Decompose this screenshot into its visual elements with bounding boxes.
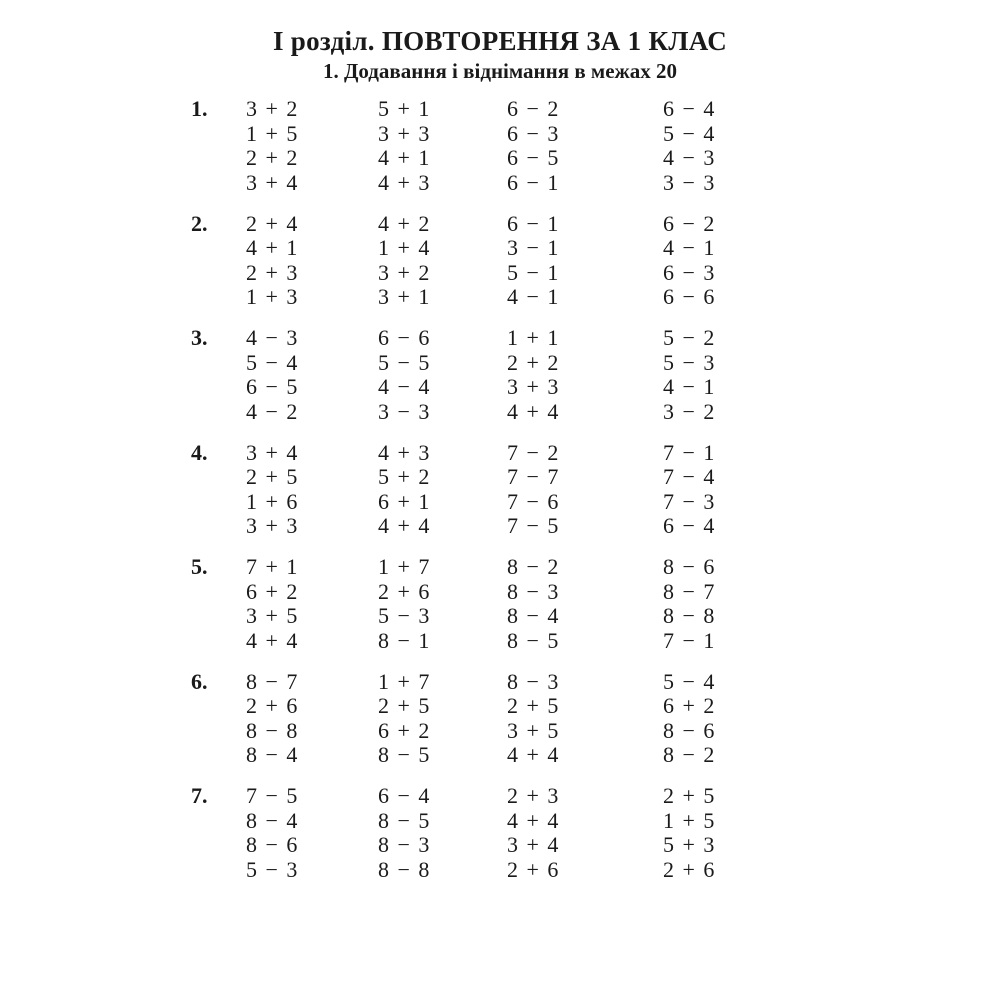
math-expression: 6 + 2 bbox=[246, 578, 298, 604]
math-expression: 1 + 7 bbox=[378, 668, 430, 694]
expression-column bbox=[507, 784, 558, 882]
expression-column bbox=[507, 555, 558, 653]
math-expression: 6 − 1 bbox=[507, 210, 559, 236]
expression-column bbox=[246, 555, 297, 653]
math-expression: 8 − 8 bbox=[378, 856, 430, 882]
math-expression: 6 − 3 bbox=[663, 259, 715, 285]
expression-column bbox=[507, 670, 558, 768]
math-expression: 8 − 4 bbox=[246, 742, 298, 767]
math-expression: 3 + 4 bbox=[507, 832, 559, 857]
math-expression: 8 − 7 bbox=[246, 668, 298, 694]
math-expression: 4 + 4 bbox=[246, 627, 298, 653]
math-expression: 3 + 2 bbox=[378, 259, 430, 285]
math-expression: 2 + 2 bbox=[246, 145, 298, 170]
math-expression: 6 + 2 bbox=[663, 693, 715, 718]
exercise-number: 4. bbox=[191, 439, 208, 465]
math-expression: 3 + 4 bbox=[246, 439, 298, 465]
expression-column bbox=[507, 326, 558, 424]
math-expression: 5 − 4 bbox=[246, 349, 298, 375]
math-expression: 8 − 6 bbox=[246, 832, 298, 857]
section-title: I розділ. ПОВТОРЕННЯ ЗА 1 КЛАС bbox=[272, 26, 728, 56]
expression-column bbox=[246, 784, 297, 882]
math-expression: 2 + 5 bbox=[507, 693, 559, 718]
math-expression: 4 + 4 bbox=[507, 807, 559, 833]
exercise-number: 2. bbox=[191, 210, 208, 236]
expression-column bbox=[378, 212, 429, 310]
math-expression: 8 − 2 bbox=[663, 742, 715, 767]
math-expression: 6 − 6 bbox=[663, 284, 715, 309]
math-expression: 5 − 4 bbox=[663, 120, 715, 146]
math-expression: 3 − 1 bbox=[507, 235, 559, 260]
math-expression: 6 − 4 bbox=[663, 96, 715, 121]
exercise-block bbox=[0, 670, 1000, 770]
math-expression: 5 − 2 bbox=[663, 325, 715, 350]
exercise-block bbox=[0, 212, 1000, 312]
math-expression: 8 − 4 bbox=[507, 603, 559, 628]
math-expression: 2 + 3 bbox=[246, 259, 298, 285]
exercise-block bbox=[0, 97, 1000, 197]
expression-column bbox=[246, 97, 297, 195]
math-expression: 4 + 1 bbox=[378, 145, 430, 170]
math-expression: 3 − 3 bbox=[378, 398, 430, 424]
expression-column bbox=[246, 326, 297, 424]
math-expression: 7 − 1 bbox=[663, 627, 715, 653]
exercise-block bbox=[0, 555, 1000, 655]
math-expression: 1 + 5 bbox=[663, 807, 715, 833]
math-expression: 3 + 4 bbox=[246, 169, 298, 195]
math-expression: 6 − 2 bbox=[663, 210, 715, 236]
math-expression: 5 − 3 bbox=[378, 603, 430, 628]
math-expression: 4 + 3 bbox=[378, 169, 430, 195]
expression-column bbox=[663, 784, 714, 882]
expression-column bbox=[378, 441, 429, 539]
expression-column bbox=[663, 555, 714, 653]
math-expression: 4 − 3 bbox=[246, 325, 298, 350]
math-expression: 4 + 4 bbox=[507, 742, 559, 767]
math-expression: 6 − 1 bbox=[507, 169, 559, 195]
math-expression: 7 − 6 bbox=[507, 488, 559, 514]
math-expression: 2 + 4 bbox=[246, 210, 298, 236]
expression-column bbox=[507, 97, 558, 195]
math-expression: 4 − 2 bbox=[246, 398, 298, 424]
exercise-block bbox=[0, 326, 1000, 426]
math-expression: 8 − 8 bbox=[246, 717, 298, 743]
math-expression: 3 − 2 bbox=[663, 398, 715, 424]
math-expression: 1 + 6 bbox=[246, 488, 298, 514]
math-expression: 5 + 1 bbox=[378, 96, 430, 121]
math-expression: 7 − 5 bbox=[246, 783, 298, 808]
math-expression: 1 + 5 bbox=[246, 120, 298, 146]
topic-subtitle: 1. Додавання і віднімання в межах 20 bbox=[322, 59, 678, 83]
math-expression: 7 − 1 bbox=[663, 439, 715, 465]
math-expression: 5 + 3 bbox=[663, 832, 715, 857]
math-expression: 2 + 2 bbox=[507, 349, 559, 375]
expression-column bbox=[663, 97, 714, 195]
math-expression: 3 + 3 bbox=[246, 513, 298, 538]
expression-column bbox=[507, 441, 558, 539]
expression-column bbox=[378, 784, 429, 882]
math-expression: 6 − 5 bbox=[507, 145, 559, 170]
exercise-number: 6. bbox=[191, 668, 208, 694]
math-expression: 2 + 6 bbox=[663, 856, 715, 882]
math-expression: 7 − 3 bbox=[663, 488, 715, 514]
math-expression: 6 − 6 bbox=[378, 325, 430, 350]
math-expression: 8 − 5 bbox=[507, 627, 559, 653]
math-expression: 7 + 1 bbox=[246, 554, 298, 579]
math-expression: 6 − 2 bbox=[507, 96, 559, 121]
math-expression: 6 − 3 bbox=[507, 120, 559, 146]
math-expression: 4 − 1 bbox=[663, 235, 715, 260]
math-expression: 8 − 3 bbox=[378, 832, 430, 857]
math-expression: 5 − 3 bbox=[246, 856, 298, 882]
math-expression: 1 + 7 bbox=[378, 554, 430, 579]
math-expression: 7 − 7 bbox=[507, 464, 559, 489]
math-expression: 6 + 1 bbox=[378, 488, 430, 514]
math-expression: 3 + 3 bbox=[378, 120, 430, 146]
math-expression: 2 + 3 bbox=[507, 783, 559, 808]
expression-column bbox=[378, 326, 429, 424]
exercise-block bbox=[0, 441, 1000, 541]
math-expression: 8 − 4 bbox=[246, 807, 298, 833]
math-expression: 6 + 2 bbox=[378, 717, 430, 743]
math-expression: 3 + 5 bbox=[507, 717, 559, 743]
math-expression: 2 + 6 bbox=[246, 693, 298, 718]
math-expression: 2 + 5 bbox=[663, 783, 715, 808]
exercise-number: 7. bbox=[191, 783, 208, 808]
math-expression: 8 − 8 bbox=[663, 603, 715, 628]
math-expression: 2 + 5 bbox=[378, 693, 430, 718]
math-expression: 3 + 3 bbox=[507, 374, 559, 399]
math-expression: 6 − 4 bbox=[663, 513, 715, 538]
expression-column bbox=[246, 441, 297, 539]
math-expression: 4 − 1 bbox=[663, 374, 715, 399]
math-expression: 1 + 1 bbox=[507, 325, 559, 350]
expression-column bbox=[246, 670, 297, 768]
expression-column bbox=[246, 212, 297, 310]
math-expression: 8 − 1 bbox=[378, 627, 430, 653]
math-expression: 3 + 1 bbox=[378, 284, 430, 309]
math-expression: 2 + 6 bbox=[507, 856, 559, 882]
math-expression: 8 − 3 bbox=[507, 668, 559, 694]
math-expression: 3 + 2 bbox=[246, 96, 298, 121]
expression-column bbox=[663, 441, 714, 539]
expression-column bbox=[378, 97, 429, 195]
math-expression: 5 − 3 bbox=[663, 349, 715, 375]
math-expression: 5 − 4 bbox=[663, 668, 715, 694]
expression-column bbox=[507, 212, 558, 310]
expression-column bbox=[663, 212, 714, 310]
math-expression: 5 − 1 bbox=[507, 259, 559, 285]
math-expression: 8 − 2 bbox=[507, 554, 559, 579]
exercise-block bbox=[0, 784, 1000, 884]
expression-column bbox=[378, 670, 429, 768]
math-expression: 5 + 2 bbox=[378, 464, 430, 489]
math-expression: 2 + 5 bbox=[246, 464, 298, 489]
math-expression: 3 + 5 bbox=[246, 603, 298, 628]
math-expression: 8 − 6 bbox=[663, 717, 715, 743]
math-expression: 8 − 5 bbox=[378, 807, 430, 833]
math-expression: 4 − 3 bbox=[663, 145, 715, 170]
exercise-number: 5. bbox=[191, 554, 208, 579]
math-expression: 7 − 2 bbox=[507, 439, 559, 465]
math-expression: 2 + 6 bbox=[378, 578, 430, 604]
math-expression: 4 − 4 bbox=[378, 374, 430, 399]
math-expression: 4 + 3 bbox=[378, 439, 430, 465]
expression-column bbox=[378, 555, 429, 653]
math-expression: 4 + 4 bbox=[378, 513, 430, 538]
math-expression: 6 − 5 bbox=[246, 374, 298, 399]
math-expression: 4 + 1 bbox=[246, 235, 298, 260]
math-expression: 8 − 6 bbox=[663, 554, 715, 579]
expression-column bbox=[663, 326, 714, 424]
math-expression: 5 − 5 bbox=[378, 349, 430, 375]
math-expression: 1 + 4 bbox=[378, 235, 430, 260]
math-expression: 8 − 5 bbox=[378, 742, 430, 767]
math-expression: 7 − 4 bbox=[663, 464, 715, 489]
math-expression: 4 + 2 bbox=[378, 210, 430, 236]
math-expression: 7 − 5 bbox=[507, 513, 559, 538]
math-expression: 8 − 3 bbox=[507, 578, 559, 604]
math-expression: 3 − 3 bbox=[663, 169, 715, 195]
math-expression: 4 − 1 bbox=[507, 284, 559, 309]
math-expression: 8 − 7 bbox=[663, 578, 715, 604]
exercise-number: 3. bbox=[191, 325, 208, 350]
math-expression: 1 + 3 bbox=[246, 284, 298, 309]
math-expression: 6 − 4 bbox=[378, 783, 430, 808]
exercise-number: 1. bbox=[191, 96, 208, 121]
math-expression: 4 + 4 bbox=[507, 398, 559, 424]
expression-column bbox=[663, 670, 714, 768]
